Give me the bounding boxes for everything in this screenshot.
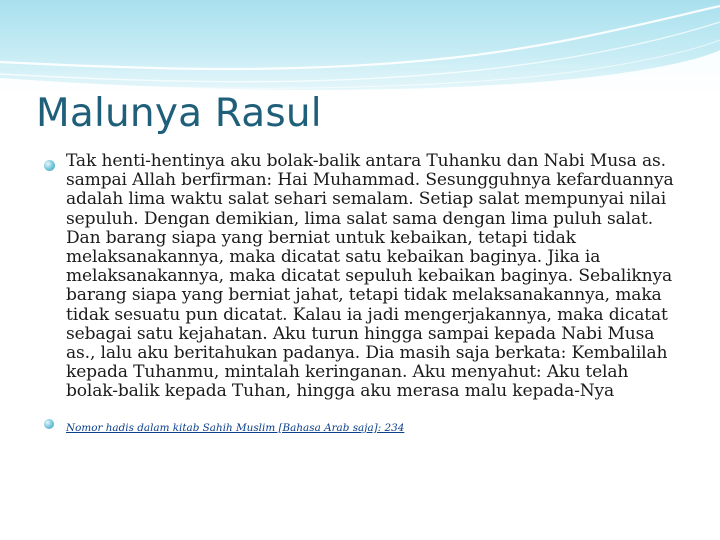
source-item	[44, 416, 684, 435]
header-swoosh-decoration	[0, 0, 720, 90]
bullet-item	[44, 152, 684, 402]
bullet-dot-icon	[44, 160, 55, 171]
source-link[interactable]: Nomor hadis dalam kitab Sahih Muslim [Bahasa Arab saja]: 234	[66, 421, 405, 434]
slide-title: Malunya Rasul	[36, 91, 322, 136]
bullet-text: Tak henti-hentinya aku bolak-balik antara Tuhanku dan Nabi Musa as. sampai Allah berfirman: Hai Muhammad. Sesungguhnya kefarduannya adalah lima waktu salat sehari semalam. Setiap salat mempunyai nilai sepuluh. Dengan demikian, lima salat sama dengan lima puluh salat. Dan barang siapa yang berniat untuk kebaikan, tetapi tidak melaksanakannya, maka dicatat satu kebaikan baginya. Jika ia melaksanakannya, maka dicatat sepuluh kebaikan baginya. Sebaliknya barang siapa yang berniat jahat, tetapi tidak melaksanakannya, maka tidak sesuatu pun dicatat. Kalau ia jadi mengerjakannya, maka dicatat sebagai satu kejahatan. Aku turun hingga sampai kepada Nabi Musa as., lalu aku beritahukan padanya. Dia masih saja berkata: Kembalilah kepada Tuhanmu, mintalah keringanan. Aku menyahut: Aku telah bolak-balik kepada Tuhan, hingga aku merasa malu kepada-Nya	[66, 151, 674, 402]
bullet-dot-icon	[44, 419, 54, 429]
slide-content	[44, 152, 684, 435]
